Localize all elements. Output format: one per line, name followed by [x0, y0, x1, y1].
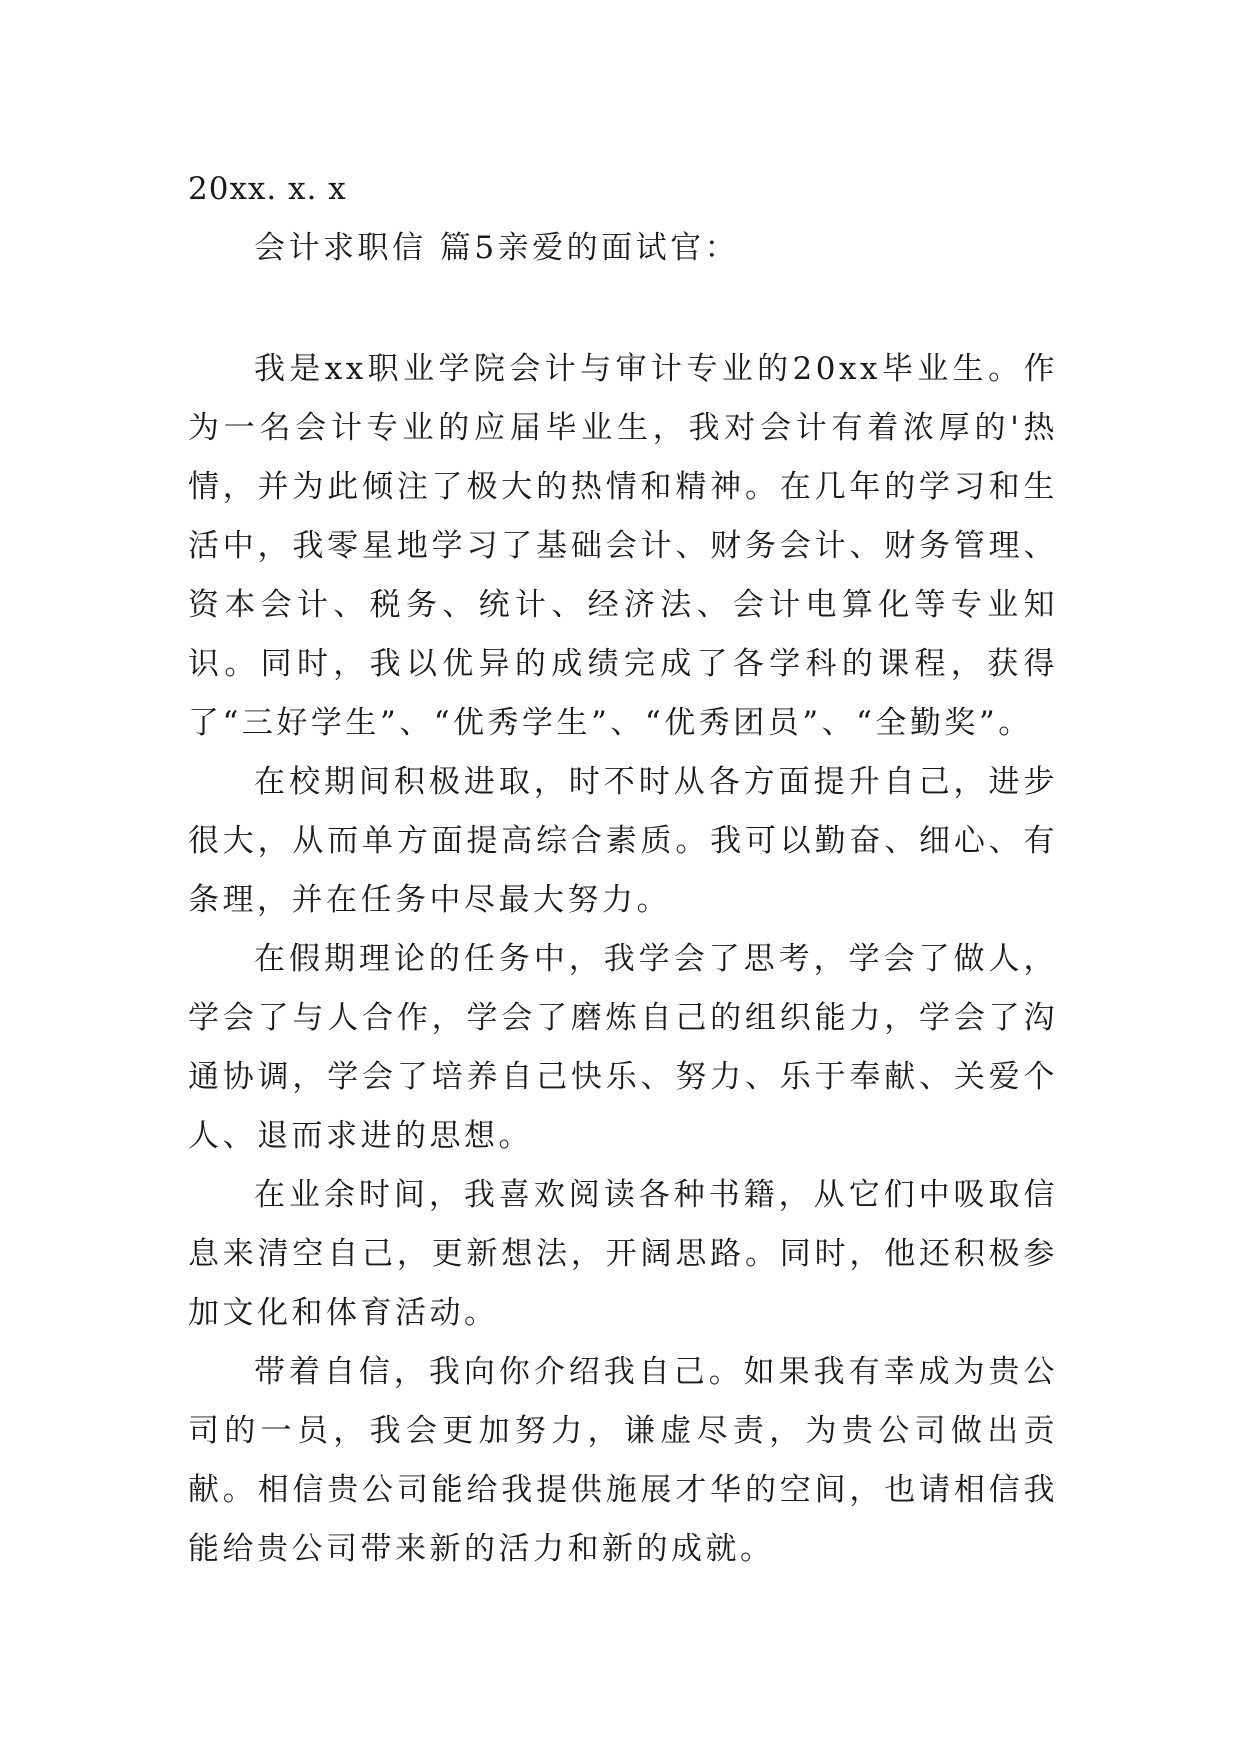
letter-date: 20xx. x. x: [188, 171, 347, 207]
paragraph-introduction: 我是xx职业学院会计与审计专业的20xx毕业生。作为一名会计专业的应届毕业生，我对会计有着浓厚的'热情，并为此倾注了极大的热情和精神。在几年的学习和生活中，我零星地学习了基础会计、财务会计、财务管理、资本会计、税务、统计、经济法、会计电算化等专业知识。同时，我以优异的成绩完成了各学科的课程，获得了“三好学生”、“优秀学生”、“优秀团员”、“全勤奖”。: [188, 351, 1058, 741]
paragraph-school-performance: 在校期间积极进取，时不时从各方面提升自己，进步很大，从而单方面提高综合素质。我可以勤奋、细心、有条理，并在任务中尽最大努力。: [188, 764, 1058, 918]
paragraph-closing: 带着自信，我向你介绍我自己。如果我有幸成为贵公司的一员，我会更加努力，谦虚尽责，为贵公司做出贡献。相信贵公司能给我提供施展才华的空间，也请相信我能给贵公司带来新的活力和新的成就。: [188, 1354, 1058, 1567]
paragraph-spare-time: 在业余时间，我喜欢阅读各种书籍，从它们中吸取信息来清空自己，更新想法，开阔思路。同时，他还积极参加文化和体育活动。: [188, 1177, 1058, 1331]
paragraph-holiday-practice: 在假期理论的任务中，我学会了思考，学会了做人，学会了与人合作，学会了磨炼自己的组织能力，学会了沟通协调，学会了培养自己快乐、努力、乐于奉献、关爱个人、退而求进的思想。: [188, 941, 1058, 1154]
letter-heading: 会计求职信 篇5亲爱的面试官：: [254, 230, 740, 266]
letter-body: [188, 160, 1058, 1579]
